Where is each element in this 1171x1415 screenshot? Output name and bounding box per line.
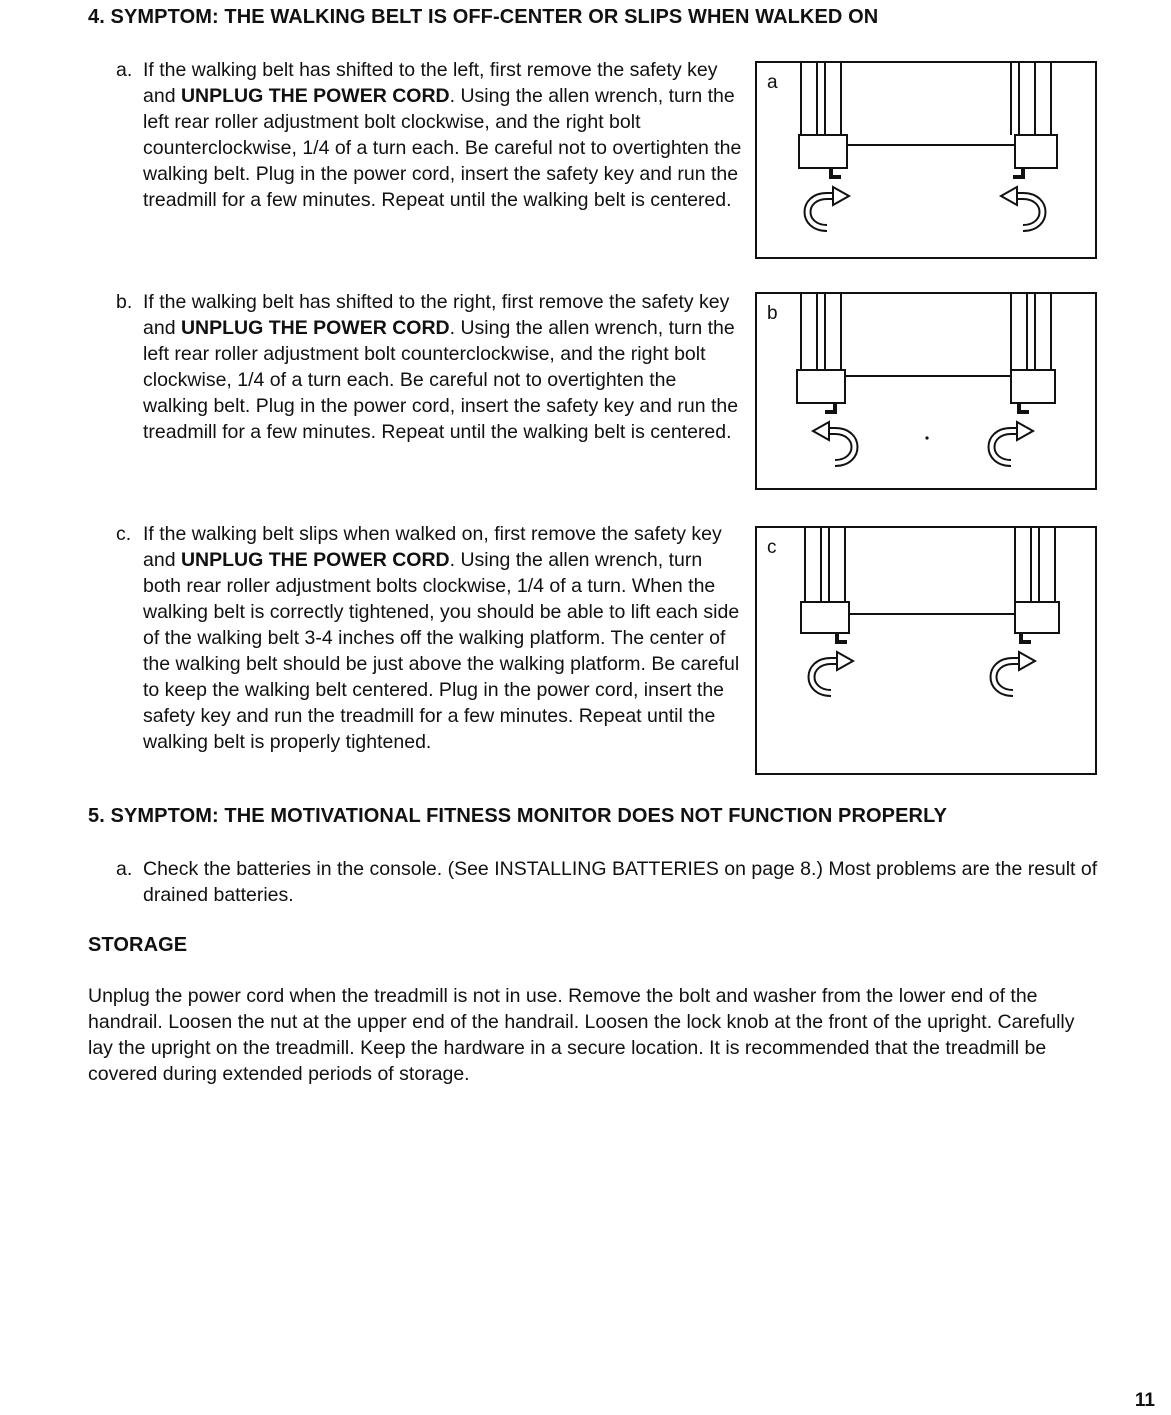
- storage-paragraph: Unplug the power cord when the treadmill is not in use. Remove the bolt and washer from the lower end of the handrail. Loosen the nut at the upper end of the handrail. Loosen the lock knob at the front of the upright. Carefully lay the upright on the treadmill. Keep the hardware in a secure location. It is recommended that the treadmill be covered during extended periods of storage.: [88, 985, 1075, 1085]
- page-number: 11: [1134, 1390, 1155, 1411]
- section-5-heading: 5. SYMPTOM: THE MOTIVATIONAL FITNESS MONITOR DOES NOT FUNCTION PROPERLY: [88, 805, 948, 827]
- clockwise-arrow-icon: [989, 422, 1034, 466]
- allen-wrench-icon: [831, 168, 841, 177]
- storage-heading: STORAGE: [88, 934, 188, 956]
- item-letter: b.: [116, 291, 133, 313]
- figure-c-belt-slips: [755, 526, 1097, 775]
- warning-text: UNPLUG THE POWER CORD: [180, 549, 450, 571]
- warning-text: UNPLUG THE POWER CORD: [180, 317, 450, 339]
- instruction-text: . Using the allen wrench, turn the left rear roller adjustment bolt counterclockwise, and the right bolt clockwise, 1/4 of a turn each. Be careful not to overtighten the walking belt. Plug in the power cord, insert the safety key and run the treadmill for a few minutes. Repeat until the walking belt is centered.: [143, 317, 739, 443]
- allen-wrench-icon: [1019, 403, 1029, 412]
- instruction-text: If the walking belt slips when walked on, first remove the safety key and: [143, 523, 722, 571]
- instruction-5a: [116, 856, 1103, 908]
- figure-a-belt-shifted-left: [755, 61, 1097, 259]
- counterclockwise-arrow-icon: [813, 422, 858, 466]
- item-letter: a.: [116, 858, 133, 880]
- allen-wrench-icon: [1021, 633, 1031, 642]
- warning-text: UNPLUG THE POWER CORD: [180, 85, 450, 107]
- figure-b-belt-shifted-right: [755, 292, 1097, 490]
- clockwise-arrow-icon: [805, 187, 850, 231]
- roller-diagram: [757, 63, 1095, 257]
- item-letter: a.: [116, 59, 133, 81]
- figure-label: a: [767, 72, 778, 93]
- section-4-heading: 4. SYMPTOM: THE WALKING BELT IS OFF-CENTER OR SLIPS WHEN WALKED ON: [88, 6, 879, 28]
- allen-wrench-icon: [825, 403, 835, 412]
- allen-wrench-icon: [837, 633, 847, 642]
- instruction-text: If the walking belt has shifted to the right, first remove the safety key and: [143, 291, 730, 339]
- roller-diagram: [757, 528, 1095, 773]
- item-letter: c.: [116, 523, 132, 545]
- instruction-4b: [116, 289, 745, 445]
- figure-label: c: [767, 537, 777, 558]
- instruction-text: Check the batteries in the console. (See INSTALLING BATTERIES on page 8.) Most problems are the result of drained batteries.: [143, 858, 1098, 906]
- clockwise-arrow-icon: [991, 652, 1036, 696]
- instruction-text: . Using the allen wrench, turn both rear roller adjustment bolts clockwise, 1/4 of a turn. When the walking belt is correctly tightened, you should be able to lift each side of the walking belt 3-4 inches off the walking platform. The center of the walking belt should be just above the walking platform. Be careful to keep the walking belt centered. Plug in the power cord, insert the safety key and run the treadmill for a few minutes. Repeat until the walking belt is properly tightened.: [143, 549, 740, 753]
- counterclockwise-arrow-icon: [1001, 187, 1046, 231]
- instruction-text: If the walking belt has shifted to the left, first remove the safety key and: [143, 59, 718, 107]
- instruction-4c: [116, 521, 745, 755]
- figure-label: b: [767, 303, 778, 324]
- allen-wrench-icon: [1013, 168, 1023, 177]
- instruction-4a: [116, 57, 745, 213]
- clockwise-arrow-icon: [809, 652, 854, 696]
- instruction-text: . Using the allen wrench, turn the left rear roller adjustment bolt clockwise, and the right bolt counterclockwise, 1/4 of a turn each. Be careful not to overtighten the walking belt. Plug in the power cord, insert the safety key and run the treadmill for a few minutes. Repeat until the walking belt is centered.: [143, 85, 742, 211]
- roller-diagram: [757, 294, 1095, 488]
